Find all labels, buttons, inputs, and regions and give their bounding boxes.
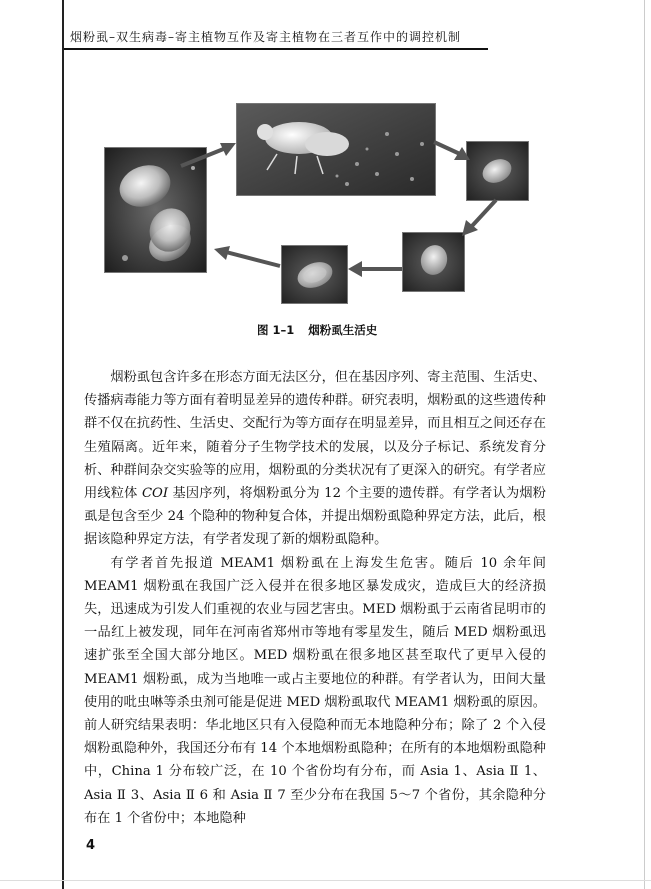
nymph-1-photo [466, 141, 529, 201]
page-bottom-edge [0, 880, 651, 881]
figure-caption-text: 烟粉虱生活史 [308, 323, 378, 337]
header-rule [64, 48, 488, 50]
body-text [84, 366, 546, 830]
arrow-nymph2-to-nymph3 [346, 260, 404, 278]
page-binding-edge [62, 0, 64, 889]
arrow-egg-to-adult [178, 140, 240, 170]
arrow-nymph3-to-nymph4 [212, 246, 282, 270]
running-header: 烟粉虱–双生病毒–寄主植物互作及寄主植物在三者互作中的调控机制 [70, 30, 462, 44]
nymph-3-photo [281, 245, 348, 304]
arrow-nymph1-to-nymph2 [458, 198, 500, 238]
adult-photo [236, 103, 436, 196]
paragraph-1-text-a: 烟粉虱包含许多在形态方面无法区分，但在基因序列、寄主范围、生活史、传播病毒能力等方面有着明显差异的遗传种群。研究表明，烟粉虱的这些遗传种群不仅在抗药性、生活史、交配行为等方面存在明显差异，而且相互之间还存在生殖隔离。近年来，随着分子生物学技术的发展，以及分子标记、系统发育分析、种群间杂交实验等的应用，烟粉虱的分类状况有了更深入的研究。有学者应用线粒体 [84, 370, 546, 502]
paragraph-1 [84, 366, 546, 552]
figure-label: 图 1–1 [257, 323, 295, 337]
nymph-2-photo [402, 232, 465, 292]
gene-name: COI [141, 486, 169, 502]
page-number: 4 [86, 838, 96, 853]
paragraph-1-text-b: 基因序列，将烟粉虱分为 12 个主要的遗传群。有学者认为烟粉虱是包含至少 24 个隐种的物种复合体，并提出烟粉虱隐种界定方法，此后，根据该隐种界定方法，有学者发现了新的烟粉虱隐种。 [84, 486, 546, 548]
nymph-4-photo [140, 200, 210, 270]
page-right-edge [644, 0, 645, 889]
figure-caption [257, 322, 377, 338]
paragraph-2: 有学者首先报道 MEAM1 烟粉虱在上海发生危害。随后 10 余年间 MEAM1 烟粉虱在我国广泛入侵并在很多地区暴发成灾，造成巨大的经济损失，迅速成为引发人们重视的农业与园艺害虫。MED 烟粉虱于云南省昆明市的一品红上被发现，同年在河南省郑州市等地有零星发生，随后 MED 烟粉虱迅速扩张至全国大部分地区。MED 烟粉虱在很多地区甚至取代了更早入侵的 MEAM1 烟粉虱，成为当地唯一或占主要地位的种群。有学者认为，田间大量使用的吡虫啉等杀虫剂可能是促进 MED 烟粉虱取代 MEAM1 烟粉虱的原因。前人研究结果表明：华北地区只有入侵隐种而无本地隐种分布；除了 2 个入侵烟粉虱隐种外，我国还分布有 14 个本地烟粉虱隐种；在所有的本地烟粉虱隐种中，China 1 分布较广泛，在 10 个省份均有分布，而 Asia 1、Asia Ⅱ 1、Asia Ⅱ 3、Asia Ⅱ 6 和 Asia Ⅱ 7 至少分布在我国 5～7 个省份，其余隐种分布在 1 个省份中；本地隐种 [84, 555, 546, 826]
arrow-adult-to-nymph1 [432, 138, 472, 164]
